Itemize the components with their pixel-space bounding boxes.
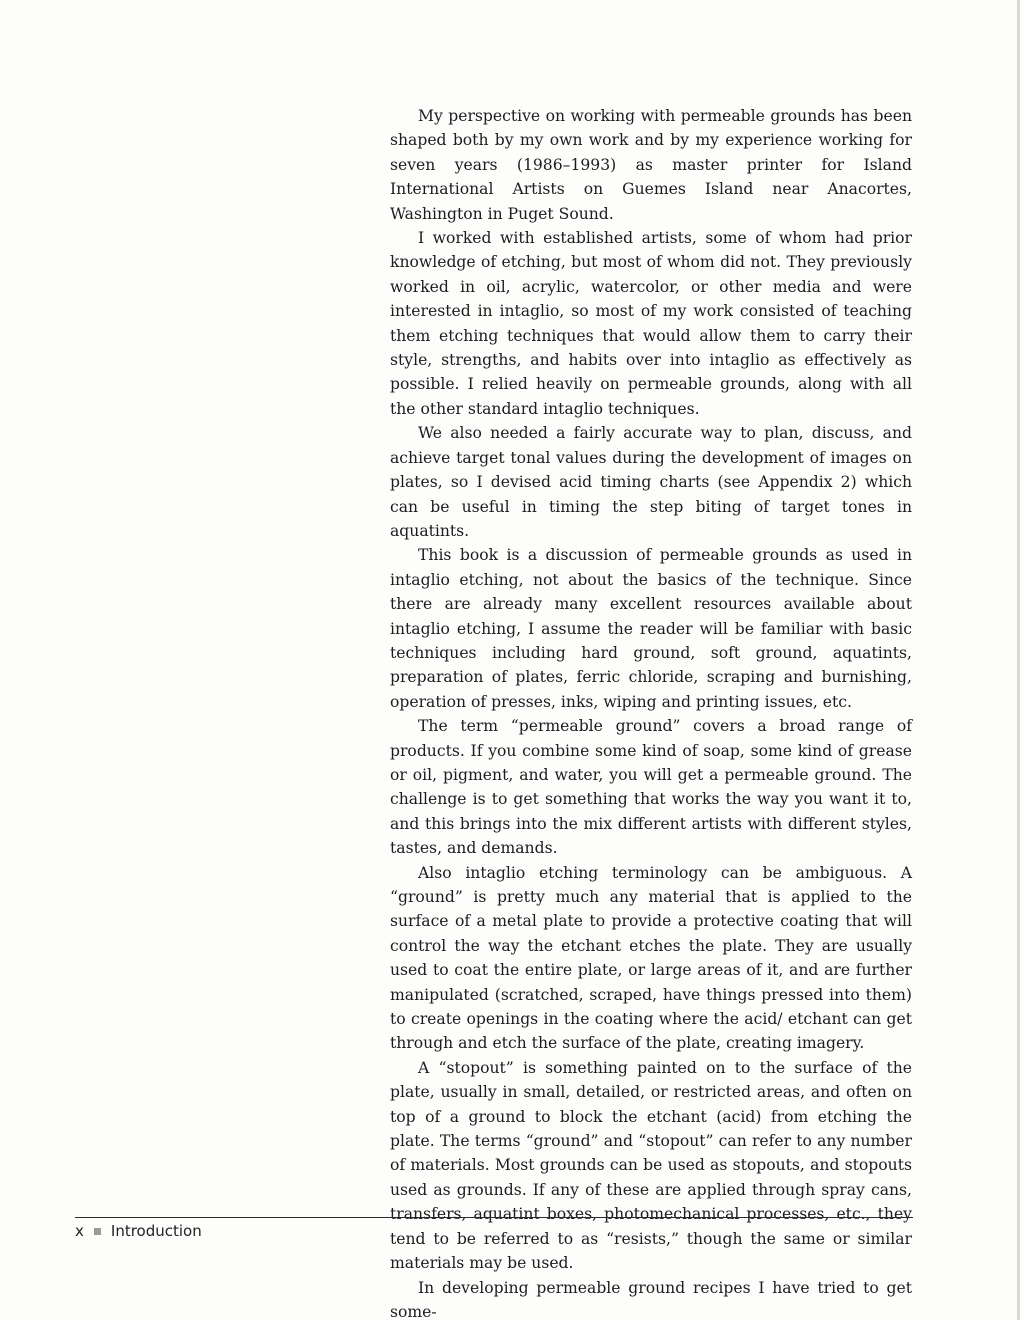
paragraph: A “stopout” is something painted on to the surface of the plate, usually in small, detailed, or restricted areas, and often on top of a ground to block the etchant (acid) from etching the plate. The terms “ground” and “stopout” can refer to any number of materials. Most grounds can be used as stopouts, and stopouts used as grounds. If any of these are applied through spray cans, transfers, aquatint boxes, photomechanical processes, etc., they tend to be referred to as “resists,” though the same or similar materials may be used. [390, 1058, 912, 1273]
square-bullet-icon [94, 1228, 101, 1235]
footer-rule [75, 1217, 913, 1218]
paragraph: This book is a discussion of permeable grounds as used in intaglio etching, not about the basics of the technique. Since there are already many excellent resources available about intaglio etching, I assume the reader will be familiar with basic techniques including hard ground, soft ground, aquatints, preparation of plates, ferric chloride, scraping and burnishing, operation of presses, inks, wiping and printing issues, etc. [390, 546, 912, 711]
paragraph: Also intaglio etching terminology can be ambiguous. A “ground” is pretty much any material that is applied to the surface of a metal plate to provide a protective coating that will control the way the etchant etches the plate. They are usually used to coat the entire plate, or large areas of it, and are further manipulated (scratched, scraped, have things pressed into them) to create openings in the coating where the acid/ etchant can get through and etch the surface of the plate, creating imagery. [390, 863, 912, 1053]
section-title: Introduction [110, 1222, 202, 1240]
body-text [390, 104, 912, 1320]
paragraph: I worked with established artists, some of whom had prior knowledge of etching, but most of whom did not. They previously worked in oil, acrylic, watercolor, or other media and were interested in intaglio, so most of my work consisted of teaching them etching techniques that would allow them to carry their style, strengths, and habits over into intaglio as effectively as possible. I relied heavily on permeable grounds, along with all the other standard intaglio techniques. [390, 229, 912, 418]
paragraph: My perspective on working with permeable grounds has been shaped both by my own work and by my experience working for seven years (1986–1993) as master printer for Island International Artists on Guemes Island near Anacortes, Washington in Puget Sound. [390, 107, 912, 223]
paragraph: The term “permeable ground” covers a broad range of products. If you combine some kind of soap, some kind of grease or oil, pigment, and water, you will get a permeable ground. The challenge is to get something that works the way you want it to, and this brings into the mix different artists with different styles, tastes, and demands. [390, 717, 912, 858]
page-number: x [75, 1222, 84, 1240]
paragraph: In developing permeable ground recipes I have tried to get some- [390, 1278, 912, 1320]
paragraph: We also needed a fairly accurate way to plan, discuss, and achieve target tonal values during the development of images on plates, so I devised acid timing charts (see Appendix 2) which can be useful in timing the step biting of target tones in aquatints. [390, 424, 912, 540]
running-footer [75, 1222, 202, 1240]
